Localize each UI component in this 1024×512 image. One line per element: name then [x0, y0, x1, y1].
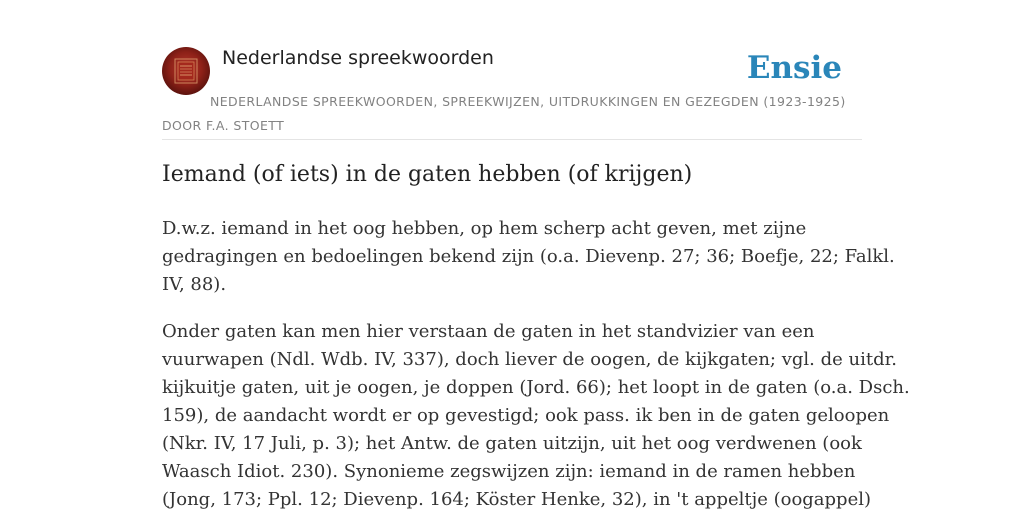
entry-body — [162, 215, 910, 512]
dictionary-subtitle: NEDERLANDSE SPREEKWOORDEN, SPREEKWIJZEN, UITDRUKKINGEN EN GEZEGDEN (1923-1925) — [210, 94, 846, 109]
dictionary-cover-avatar[interactable] — [162, 47, 210, 95]
entry-title: Iemand (of iets) in de gaten hebben (of krijgen) — [162, 162, 693, 187]
paragraph-line: gedragingen en bedoelingen bekend zijn (o.a. Dievenp. 27; 36; Boefje, 22; Falkl. — [162, 246, 895, 267]
paragraph-line: 159), de aandacht wordt er op gevestigd; ook pass. ik ben in de gaten geloopen — [162, 405, 890, 426]
paragraph-line: IV, 88). — [162, 274, 227, 295]
ensie-logo[interactable]: Ensie — [746, 50, 842, 86]
header-divider — [162, 139, 862, 140]
paragraph-line: kijkuitje gaten, uit je oogen, je doppen (Jord. 66); het loopt in de gaten (o.a. Dsch. — [162, 377, 910, 398]
paragraph-line: vuurwapen (Ndl. Wdb. IV, 337), doch liever de oogen, de kijkgaten; vgl. de uitdr. — [162, 349, 897, 370]
dictionary-header — [162, 44, 862, 140]
paragraph-line: Onder gaten kan men hier verstaan de gaten in het standvizier van een — [162, 321, 815, 342]
paragraph-line: (Nkr. IV, 17 Juli, p. 3); het Antw. de gaten uitzijn, uit het oog verdwenen (ook — [162, 433, 862, 454]
entry-paragraph — [162, 318, 910, 512]
paragraph-line: Waasch Idiot. 230). Synonieme zegswijzen zijn: iemand in de ramen hebben — [162, 461, 856, 482]
dictionary-author: DOOR F.A. STOETT — [162, 118, 285, 133]
paragraph-line: (Jong, 173; Ppl. 12; Dievenp. 164; Köster Henke, 32), in 't appeltje (oogappel) — [162, 489, 872, 510]
entry-paragraph — [162, 215, 895, 299]
paragraph-line: D.w.z. iemand in het oog hebben, op hem scherp acht geven, met zijne — [162, 218, 807, 239]
dictionary-title[interactable]: Nederlandse spreekwoorden — [222, 47, 494, 69]
